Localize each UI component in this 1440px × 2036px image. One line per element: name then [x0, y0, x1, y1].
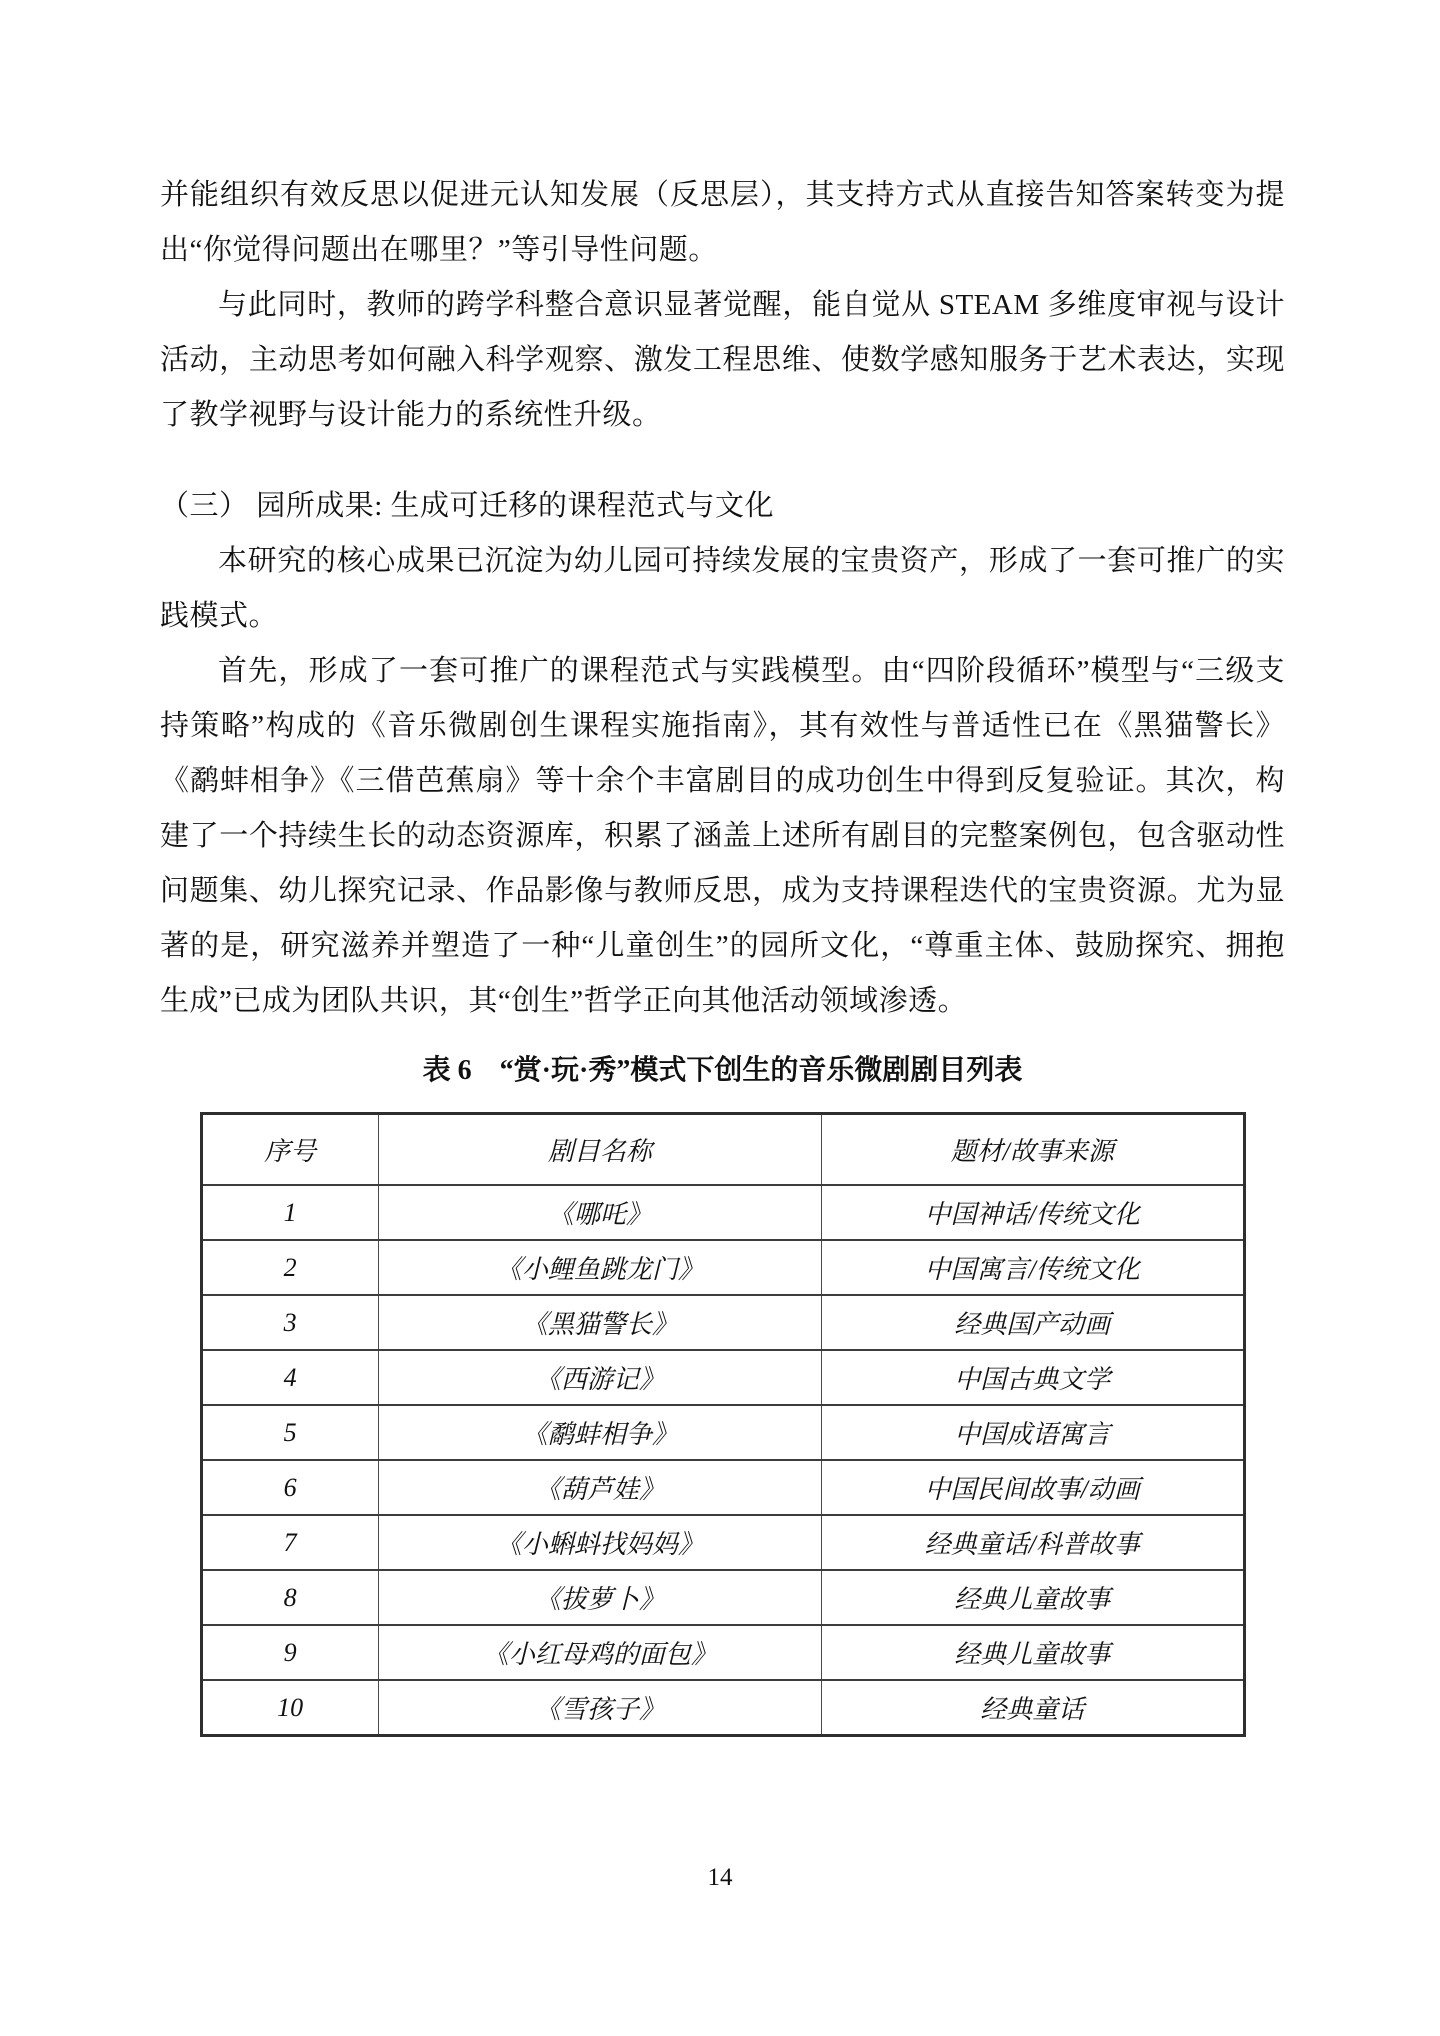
table-row — [201, 1625, 1244, 1680]
table-caption: 表 6 “赏·玩·秀”模式下创生的音乐微剧剧目列表 — [422, 1055, 1023, 1086]
table-header-cell: 序号 — [201, 1114, 378, 1186]
table-cell: 7 — [201, 1515, 378, 1570]
table-cell: 《小红母鸡的面包》 — [378, 1625, 821, 1680]
table-row — [201, 1460, 1244, 1515]
table-cell: 9 — [201, 1625, 378, 1680]
table-cell: 中国成语寓言 — [822, 1405, 1244, 1460]
table-header-row — [201, 1114, 1244, 1186]
repertoire-table — [200, 1112, 1246, 1737]
table-row — [201, 1405, 1244, 1460]
table-row — [201, 1295, 1244, 1350]
page-content — [160, 168, 1285, 1737]
table-cell: 3 — [201, 1295, 378, 1350]
paragraph: 与此同时，教师的跨学科整合意识显著觉醒，能自觉从 STEAM 多维度审视与设计活动，主动思考如何融入科学观察、激发工程思维、使数学感知服务于艺术表达，实现了教学视野与设计能力的系统性升级。 — [160, 289, 1285, 431]
paragraph: 并能组织有效反思以促进元认知发展（反思层），其支持方式从直接告知答案转变为提出“你觉得问题出在哪里？”等引导性问题。 — [160, 179, 1285, 266]
table-row — [201, 1185, 1244, 1240]
section-heading: （三） 园所成果: 生成可迁移的课程范式与文化 — [160, 490, 775, 522]
table-cell: 经典童话 — [822, 1680, 1244, 1736]
table-header-cell: 题材/故事来源 — [822, 1114, 1244, 1186]
table-cell: 《西游记》 — [378, 1350, 821, 1405]
page-number: 14 — [707, 1864, 733, 1891]
table-cell: 1 — [201, 1185, 378, 1240]
table-cell: 《雪孩子》 — [378, 1680, 821, 1736]
table-cell: 《葫芦娃》 — [378, 1460, 821, 1515]
table-row — [201, 1515, 1244, 1570]
table-cell: 8 — [201, 1570, 378, 1625]
table-row — [201, 1350, 1244, 1405]
table-cell: 经典童话/科普故事 — [822, 1515, 1244, 1570]
table-cell: 经典儿童故事 — [822, 1570, 1244, 1625]
table-cell: 中国神话/传统文化 — [822, 1185, 1244, 1240]
paragraph: 本研究的核心成果已沉淀为幼儿园可持续发展的宝贵资产，形成了一套可推广的实践模式。 — [160, 545, 1285, 632]
table-cell: 10 — [201, 1680, 378, 1736]
table-cell: 中国民间故事/动画 — [822, 1460, 1244, 1515]
table-cell: 中国寓言/传统文化 — [822, 1240, 1244, 1295]
table-cell: 6 — [201, 1460, 378, 1515]
table-cell: 《哪吒》 — [378, 1185, 821, 1240]
table-cell: 《小蝌蚪找妈妈》 — [378, 1515, 821, 1570]
table-cell: 5 — [201, 1405, 378, 1460]
table-cell: 经典儿童故事 — [822, 1625, 1244, 1680]
table-cell: 《鹬蚌相争》 — [378, 1405, 821, 1460]
table-cell: 《黑猫警长》 — [378, 1295, 821, 1350]
table-cell: 经典国产动画 — [822, 1295, 1244, 1350]
table-cell: 《拔萝卜》 — [378, 1570, 821, 1625]
table-cell: 4 — [201, 1350, 378, 1405]
table-cell: 2 — [201, 1240, 378, 1295]
table-row — [201, 1570, 1244, 1625]
table-cell: 《小鲤鱼跳龙门》 — [378, 1240, 821, 1295]
table-cell: 中国古典文学 — [822, 1350, 1244, 1405]
paragraph: 首先，形成了一套可推广的课程范式与实践模型。由“四阶段循环”模型与“三级支持策略”构成的《音乐微剧创生课程实施指南》，其有效性与普适性已在《黑猫警长》《鹬蚌相争》《三借芭蕉扇》等十余个丰富剧目的成功创生中得到反复验证。其次，构建了一个持续生长的动态资源库，积累了涵盖上述所有剧目的完整案例包，包含驱动性问题集、幼儿探究记录、作品影像与教师反思，成为支持课程迭代的宝贵资源。尤为显著的是，研究滋养并塑造了一种“儿童创生”的园所文化，“尊重主体、鼓励探究、拥抱生成”已成为团队共识，其“创生”哲学正向其他活动领域渗透。 — [160, 655, 1285, 1017]
table-row — [201, 1680, 1244, 1736]
text-flow — [160, 168, 1285, 1029]
table-header-cell: 剧目名称 — [378, 1114, 821, 1186]
table-row — [201, 1240, 1244, 1295]
